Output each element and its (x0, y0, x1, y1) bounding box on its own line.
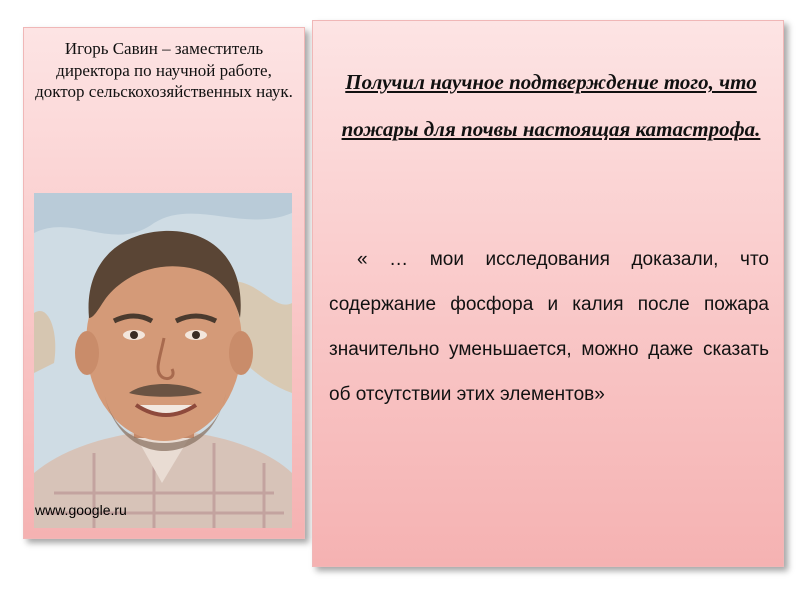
headline: Получил научное подтверждение того, что пожары для почвы настоящая катастрофа. (341, 70, 761, 141)
person-caption: Игорь Савин – заместитель директора по научной работе, доктор сельскохозяйственных наук. (35, 39, 293, 101)
right-panel (312, 20, 784, 567)
portrait-illustration (34, 193, 292, 528)
portrait-photo (34, 193, 292, 528)
quote-text: « … мои исследования доказали, что содержание фосфора и калия после пожара значительно уменьшается, можно даже сказать об отсутствии этих элементов» (329, 249, 769, 405)
image-source-label: www.google.ru (35, 502, 127, 518)
left-panel (23, 27, 305, 539)
